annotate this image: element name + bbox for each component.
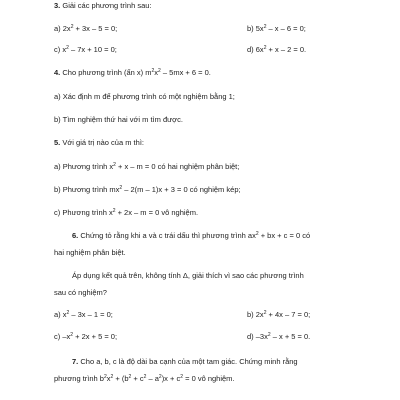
ex6-item-d: d) $-3x^2 - x + 5 = 0$. [247, 332, 311, 341]
ex6-apply-line1: Áp dụng kết quả trên, không tính Δ, giải thích vì sao các phương trình [72, 271, 304, 280]
ex5-item-a: a) Phương trình $x^2 + x - m = 0$ có hai nghiệm phân biệt; [54, 162, 240, 171]
ex5-heading: 5. Với giá trị nào của m thì: [54, 138, 144, 147]
ex7-heading: 7. Cho a, b, c là độ dài ba cạnh của một tam giác. Chứng minh rằng [72, 357, 298, 366]
ex6-item-c: c) $-x^2 + 2x + 5 = 0$; [54, 332, 118, 341]
ex6-line2: hai nghiệm phân biệt. [54, 248, 126, 257]
ex5-item-c: c) Phương trình $x^2 + 2x - m = 0$ vô nghiệm. [54, 208, 199, 217]
ex6-item-a: a) $x^2 - 3x - 1 = 0$; [54, 310, 113, 319]
ex4-item-a: a) Xác định m để phương trình có một nghiệm bằng 1; [54, 92, 235, 101]
ex6-item-b: b) $2x^2 + 4x - 7 = 0$; [247, 310, 311, 319]
ex3-item-b: b) $5x^2 - x - 6 = 0$; [247, 24, 306, 33]
ex3-item-c: c) $x^2 - 7x + 10 = 0$; [54, 45, 117, 54]
ex3-item-a: a) $2x^2 + 3x - 5 = 0$; [54, 24, 118, 33]
ex5-item-b: b) Phương trình $mx^2 - 2(m - 1)x + 3 = 0$ có nghiệm kép; [54, 185, 241, 194]
ex4-item-b: b) Tìm nghiệm thứ hai với m tìm được. [54, 115, 183, 124]
ex3-item-d: d) $6x^2 + x - 2 = 0$. [247, 45, 307, 54]
ex6-heading: 6. Chứng tỏ rằng khi a và c trái dấu thì phương trình $ax^2$ + bx + c = 0 có [72, 231, 311, 240]
ex3-heading: 3. Giải các phương trình sau: [54, 1, 152, 10]
ex7-line2: phương trình $b^2x^2 + (b^2 + c^2 - a^2)x + c^2 = 0$ vô nghiệm. [54, 374, 235, 383]
ex4-heading: 4. Cho phương trình (ẩn x) $m^2x^2 - 5mx + 6 = 0$. [54, 68, 211, 77]
ex6-apply-line2: sau có nghiệm? [54, 288, 107, 297]
